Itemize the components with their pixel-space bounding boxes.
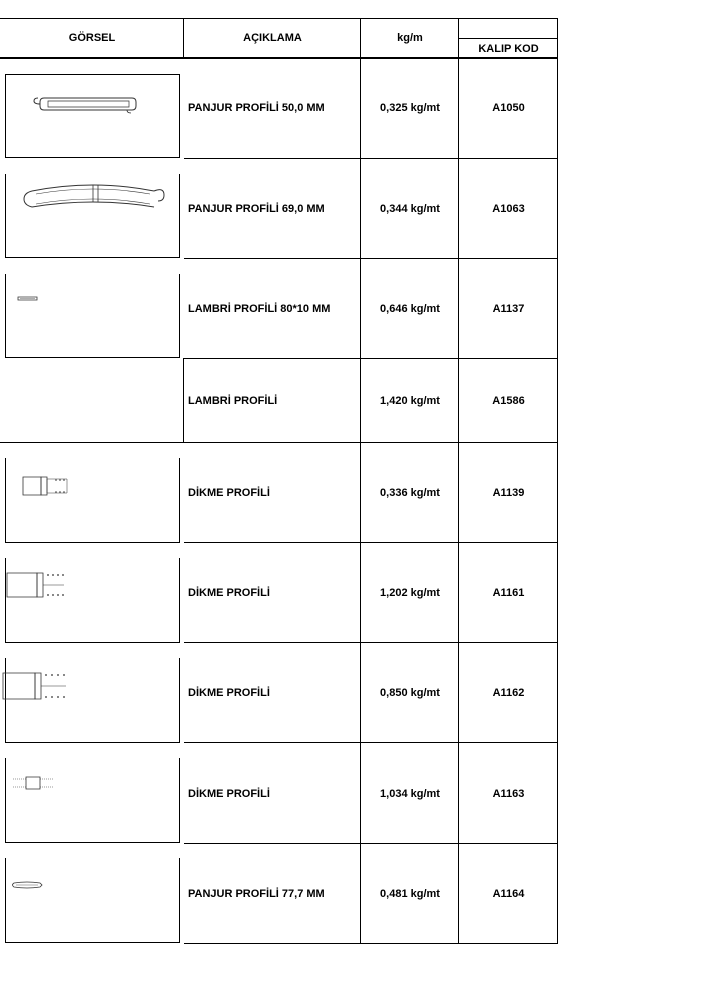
profile-image-frame [5,758,180,843]
post-profile-icon [12,776,56,790]
row-description: PANJUR PROFİLİ 69,0 MM [188,202,325,215]
row-weight: 0,336 kg/mt [380,487,440,499]
row-divider [0,442,558,443]
profile-image-frame [5,658,180,743]
header-code-divider [459,38,558,39]
row-description: DİKME PROFİLİ [188,687,270,699]
table-border-top [0,18,558,19]
header-description: AÇIKLAMA [243,32,302,44]
row-divider [184,843,558,844]
row-description: LAMBRİ PROFİLİ [188,395,278,407]
row-weight: 1,420 kg/mt [380,395,440,407]
profile-image-frame [5,558,180,643]
profile-image-frame [5,458,180,543]
row-weight: 0,481 kg/mt [380,888,440,900]
post-profile-icon [22,476,72,496]
row-weight: 0,325 kg/mt [380,102,440,114]
row-divider [184,258,558,259]
post-profile-icon [6,572,66,598]
row-weight: 0,850 kg/mt [380,687,440,699]
table-border-bottom [184,943,558,944]
row-divider [184,742,558,743]
header-weight: kg/m [397,32,423,44]
row-description: LAMBRİ PROFİLİ 80*10 MM [188,303,331,315]
row-description: DİKME PROFİLİ [188,587,270,599]
shutter-profile-69-icon [18,181,168,211]
table-border-right [557,18,558,944]
header-mold-code: KALIP KOD [478,42,539,55]
row-description: PANJUR PROFİLİ 50,0 MM [188,102,325,114]
row-weight: 1,202 kg/mt [380,587,440,599]
shutter-profile-77-icon [10,880,44,890]
shutter-profile-50-icon [32,96,137,112]
row-divider [184,358,558,359]
header-bottom-line [0,57,558,59]
row-code: A1063 [492,202,525,215]
row-code: A1586 [492,395,525,407]
row-divider [184,542,558,543]
profile-image-frame [5,858,180,943]
column-divider [360,18,361,944]
row-description: PANJUR PROFİLİ 77,7 MM [188,888,325,900]
row-code: A1139 [492,487,525,499]
column-divider [183,18,184,58]
row-description: DİKME PROFİLİ [188,487,270,499]
row-code: A1163 [492,787,525,800]
row-divider [184,642,558,643]
row-divider [184,158,558,159]
column-divider [458,18,459,944]
row-weight: 0,344 kg/mt [380,202,440,215]
row-code: A1050 [492,102,525,114]
row-code: A1137 [492,303,525,315]
row-code: A1161 [492,587,525,599]
column-divider [183,358,184,443]
panel-profile-icon [17,296,39,302]
row-code: A1162 [492,687,525,699]
row-weight: 0,646 kg/mt [380,303,440,315]
post-profile-icon [2,672,68,700]
row-description: DİKME PROFİLİ [188,787,270,800]
row-weight: 1,034 kg/mt [380,787,440,800]
profile-image-frame [5,74,180,158]
row-code: A1164 [492,888,525,900]
profile-image-frame [5,274,180,358]
header-image: GÖRSEL [68,32,116,44]
